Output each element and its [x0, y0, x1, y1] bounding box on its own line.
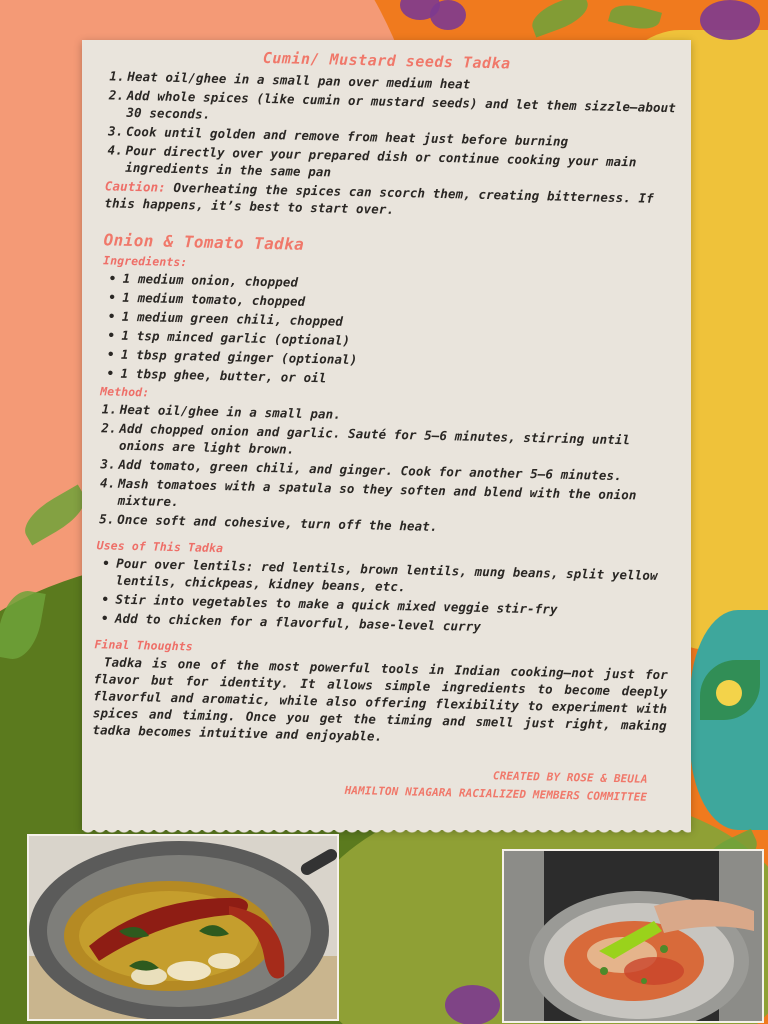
list-item: 4. Mash tomatoes with a spatula so they soften and blend with the onion mixture.: [99, 475, 637, 510]
tadka-pan-photo: [27, 834, 339, 1021]
list-item: • 1 medium onion, chopped: [108, 270, 299, 290]
background-blob-teal: [690, 610, 768, 830]
leaf-icon: [527, 0, 592, 37]
list-item: 4. Pour directly over your prepared dish or continue cooking your main ingredients in the same pan: [107, 142, 637, 180]
list-item: 2. Add whole spices (like cumin or mustard seeds) and let them sizzle—about 30 seconds.: [108, 87, 676, 122]
list-item: • Add to chicken for a flavorful, base-level curry: [100, 610, 482, 634]
method-label: Method:: [100, 384, 150, 400]
section1-steps: [89, 67, 681, 188]
list-item: 1. Heat oil/ghee in a small pan.: [101, 401, 342, 422]
caution-text: Overheating the spices can scorch them, creating bitterness. If this happens, it’s best to start over.: [104, 179, 654, 217]
flower-petal-icon: [430, 0, 466, 30]
list-item: • 1 medium green chili, chopped: [107, 308, 344, 329]
ingredients-list: [84, 269, 676, 394]
leaf-icon: [608, 0, 662, 34]
list-item: • 1 medium tomato, chopped: [108, 289, 306, 309]
list-item: 3. Add tomato, green chili, and ginger. Cook for another 5–6 minutes.: [100, 456, 622, 484]
uses-list: [79, 554, 670, 639]
recipe-content: [75, 46, 682, 807]
onion-tomato-pan-photo: [502, 849, 764, 1023]
list-item: • 1 tsp minced garlic (optional): [107, 327, 351, 348]
uses-label: Uses of This Tadka: [96, 538, 224, 556]
ingredients-label: Ingredients:: [102, 253, 188, 270]
final-thoughts-label: Final Thoughts: [94, 637, 193, 654]
section2-title: Onion & Tomato Tadka: [103, 230, 305, 254]
list-item: • Pour over lentils: red lentils, brown lentils, mung beans, split yellow lentils, chickpeas, kidney beans, etc.: [102, 555, 658, 595]
list-item: • 1 tbsp grated ginger (optional): [106, 346, 358, 368]
list-item: 5. Once soft and cohesive, turn off the heat.: [99, 511, 438, 534]
section1-title: Cumin/ Mustard seeds Tadka: [262, 48, 511, 73]
list-item: • Stir into vegetables to make a quick mixed veggie stir-fry: [101, 591, 558, 617]
final-thoughts-text: Tadka is one of the most powerful tools in Indian cooking—not just for flavor but for identity. It allows simple ingredients to become deeply flavorful and aromatic, while also offering flexibility to experiment with spices and timing. Once you get the timing and smell just right, making tadka becomes intuitive and enjoyable.: [92, 654, 669, 744]
method-steps: [81, 400, 674, 540]
tadka-pan-illustration: [29, 836, 337, 1019]
caution-label: Caution:: [104, 178, 167, 195]
list-item: 2. Add chopped onion and garlic. Sauté for 5–6 minutes, stirring until onions are light brown.: [101, 420, 631, 457]
list-item: • 1 tbsp ghee, butter, or oil: [106, 365, 327, 386]
list-item: 3. Cook until golden and remove from heat just before burning: [107, 123, 569, 149]
flower-petal-icon: [445, 985, 500, 1024]
credits-authors: CREATED BY ROSE & BEULA: [492, 769, 648, 786]
flower-center-icon: [716, 680, 742, 706]
credits-committee: HAMILTON NIAGARA RACIALIZED MEMBERS COMMITTEE: [344, 783, 648, 804]
recipe-card: [82, 40, 691, 830]
onion-tomato-illustration: [504, 851, 762, 1021]
flower-petal-icon: [700, 0, 760, 40]
list-item: 1. Heat oil/ghee in a small pan over medium heat: [109, 68, 471, 92]
